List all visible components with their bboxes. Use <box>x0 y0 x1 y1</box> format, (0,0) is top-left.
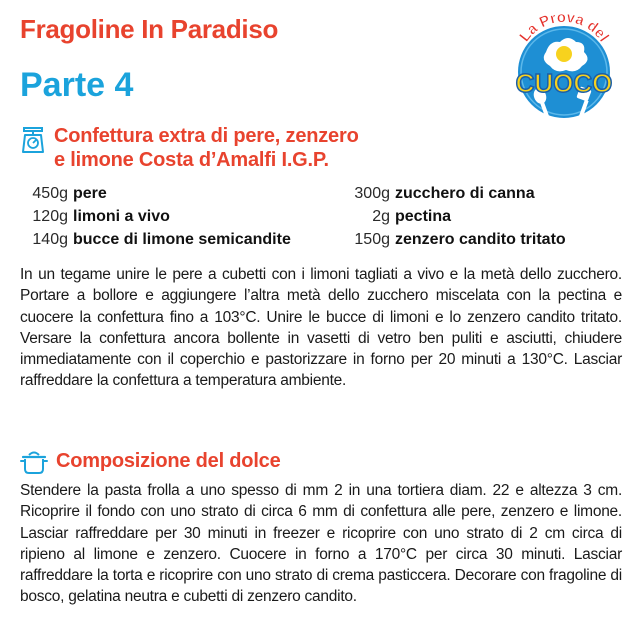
ingredient-name: zenzero candito tritato <box>395 231 566 248</box>
ingredient-qty: 140g <box>32 231 68 248</box>
section-jam-title-line1: Confettura extra di pere, zenzero <box>54 125 359 147</box>
section-jam-title <box>54 124 359 172</box>
section-jam-header <box>20 124 359 172</box>
ingredients-list <box>20 182 620 251</box>
ingredient-qty: 120g <box>32 208 68 225</box>
kitchen-scale-icon <box>20 124 46 154</box>
ingredient <box>20 205 332 228</box>
ingredient-name: pectina <box>395 208 452 225</box>
la-prova-del-cuoco-logo <box>498 8 630 130</box>
ingredient-name: limoni a vivo <box>73 208 170 225</box>
section-assembly-header <box>20 449 281 475</box>
ingredient <box>332 228 620 251</box>
ingredient-name: pere <box>73 185 107 202</box>
ingredient-row <box>20 228 620 251</box>
jam-instructions: In un tegame unire le pere a cubetti con i limoni tagliati a vivo e la metà dello zucchero. Portare a bollore e aggiungere l’altra metà dello zucchero miscelata con la pectina e cuocere la confettura fino a 103°C. Unire le bucce di limoni e lo zenzero candito tritato. Versare la confettura ancora bollente in vasetti di vetro ben puliti e asciutti, chiudere immediatamente con il coperchio e pastorizzare in forno per 20 minuti a 130°C. Lasciar raffreddare la confettura a temperatura ambiente. <box>20 266 622 390</box>
ingredient <box>20 182 332 205</box>
recipe-title: Fragoline In Paradiso <box>20 14 279 44</box>
ingredient-qty: 300g <box>354 185 390 202</box>
ingredient-qty: 2g <box>372 208 390 225</box>
ingredient-qty: 150g <box>354 231 390 248</box>
logo-top-text: La Prova del <box>516 8 613 46</box>
section-assembly-title: Composizione del dolce <box>56 450 281 472</box>
ingredient-row <box>20 205 620 228</box>
logo-main-text: CUOCO <box>515 68 613 98</box>
ingredient-name: bucce di limone semicandite <box>73 231 291 248</box>
ingredient-name: zucchero di canna <box>395 185 535 202</box>
ingredient-qty: 450g <box>32 185 68 202</box>
ingredient <box>20 228 332 251</box>
ingredient <box>332 205 620 228</box>
cooking-pot-icon <box>20 449 48 475</box>
section-jam-title-line2: e limone Costa d’Amalfi I.G.P. <box>54 149 329 171</box>
ingredient <box>332 182 620 205</box>
part-heading: Parte 4 <box>20 66 134 104</box>
assembly-instructions: Stendere la pasta frolla a uno spesso di mm 2 in una tortiera diam. 22 e altezza 3 cm. Ricoprire il fondo con uno strato di circa 6 mm di confettura alle pere, zenzero e limone. Lasciar raffreddare per 30 minuti in freezer e ricoprire con uno strato di 2 cm circa di ripieno al limone e zenzero. Cuocere in forno a 170°C per circa 30 minuti. Lasciar raffreddare la torta e ricoprire con uno strato di crema pasticcera. Decorare con fragoline di bosco, gelatina neutra e cubetti di zenzero candito. <box>20 482 622 606</box>
ingredient-row <box>20 182 620 205</box>
